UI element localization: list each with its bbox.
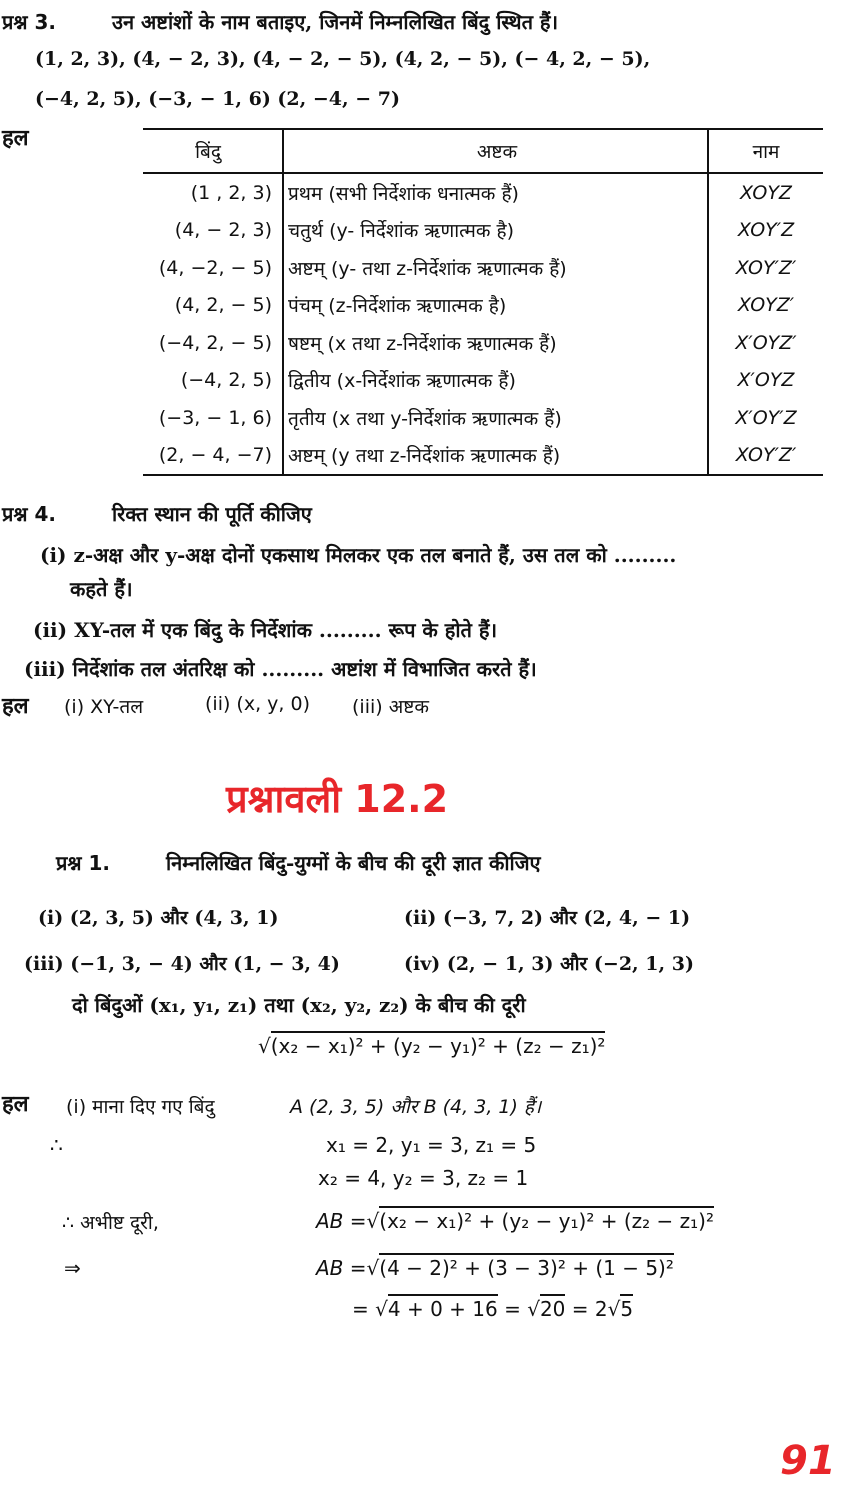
coords-point-a: x₁ = 2, y₁ = 3, z₁ = 5 (326, 1133, 537, 1157)
cell-name: XOY′Z (737, 219, 795, 242)
ex-q1-item-iii: (iii) (−1, 3, − 4) और (1, − 3, 4) (24, 953, 340, 975)
coords-point-b: x₂ = 4, y₂ = 3, z₂ = 1 (318, 1166, 529, 1190)
cell-octant: षष्टम् (x तथा z-निर्देशांक ऋणात्मक हैं) (283, 324, 708, 362)
cell-point: (−3, − 1, 6) (143, 399, 283, 437)
ex-q1-solution-label: हल (2, 1092, 29, 1117)
table-row (143, 249, 823, 287)
cell-point: (4, −2, − 5) (143, 249, 283, 287)
col-header-point: बिंदु (143, 129, 283, 173)
q4-label: प्रश्न 4. (2, 502, 56, 526)
result-prefix: = 2 (571, 1297, 608, 1321)
exercise-title: प्रश्नावली 12.2 (226, 777, 449, 821)
cell-name: XOYZ (740, 181, 792, 204)
ab-label: AB = (316, 1256, 367, 1280)
q4-answer-ii: (ii) (x, y, 0) (205, 693, 310, 715)
q4-answer-i: (i) XY-तल (64, 696, 144, 718)
ab-formula (316, 1209, 714, 1233)
ab-substituted (316, 1256, 674, 1280)
cell-point: (4, 2, − 5) (143, 287, 283, 325)
therefore-symbol: ∴ (50, 1133, 63, 1157)
ab-formula-radicand: (x₂ − x₁)² + (y₂ − y₁)² + (z₂ − z₁)² (379, 1206, 714, 1233)
equals-sign: = (352, 1297, 369, 1321)
cell-name: XOY′Z′ (735, 256, 797, 279)
ex-q1-item-i: (i) (2, 3, 5) और (4, 3, 1) (38, 907, 279, 929)
implies-symbol: ⇒ (64, 1256, 81, 1280)
cell-name: XOYZ′ (737, 294, 795, 317)
cell-point: (−4, 2, 5) (143, 362, 283, 400)
required-distance-label: ∴ अभीष्ट दूरी, (62, 1212, 159, 1234)
cell-octant: अष्टम् (y- तथा z-निर्देशांक ऋणात्मक हैं) (283, 249, 708, 287)
table-row (143, 173, 823, 212)
q3-points-line2: (−4, 2, 5), (−3, − 1, 6) (2, −4, − 7) (35, 88, 400, 110)
cell-octant: अष्टम् (y तथा z-निर्देशांक ऋणात्मक हैं) (283, 437, 708, 476)
ex-q1-item-iv: (iv) (2, − 1, 3) और (−2, 1, 3) (404, 953, 694, 975)
q3-points-line1: (1, 2, 3), (4, − 2, 3), (4, − 2, − 5), (4, 2, − 5), (− 4, 2, − 5), (35, 48, 651, 70)
solution-line1-prefix: (i) माना दिए गए बिंदु (66, 1096, 215, 1118)
ex-q1-item-ii: (ii) (−3, 7, 2) और (2, 4, − 1) (404, 907, 691, 929)
table-row (143, 362, 823, 400)
distance-formula (258, 1034, 605, 1058)
cell-name: X′OYZ′ (735, 331, 797, 354)
sqrt-sign: √ (607, 1297, 621, 1321)
root-20: 20 (540, 1294, 565, 1321)
q4-answer-iii: (iii) अष्टक (352, 696, 429, 718)
sqrt-sign: √ (527, 1297, 540, 1321)
sqrt-sign: √ (366, 1209, 380, 1233)
sum-radicand: 4 + 0 + 16 (388, 1294, 498, 1321)
page-number: 91 (780, 1438, 836, 1484)
ab-substituted-radicand: (4 − 2)² + (3 − 3)² + (1 − 5)² (379, 1253, 674, 1280)
q4-item-i-line2: कहते हैं। (70, 577, 133, 601)
q4-item-ii: (ii) XY-तल में एक बिंदु के निर्देशांक ......... रूप के होते हैं। (33, 618, 498, 642)
table-header-row (143, 129, 823, 173)
cell-octant: पंचम् (z-निर्देशांक ऋणात्मक है) (283, 287, 708, 325)
sqrt-sign: √ (258, 1034, 271, 1058)
table-row (143, 212, 823, 250)
q3-text: उन अष्टांशों के नाम बताइए, जिनमें निम्नलिखित बिंदु स्थित हैं। (112, 10, 559, 34)
cell-name: X′OY′Z (735, 406, 797, 429)
root-5: 5 (620, 1294, 633, 1321)
distance-formula-intro: दो बिंदुओं (x₁, y₁, z₁) तथा (x₂, y₂, z₂) के बीच की दूरी (72, 993, 526, 1017)
sqrt-sign: √ (375, 1297, 388, 1321)
sqrt-sign: √ (366, 1256, 380, 1280)
distance-formula-radicand: (x₂ − x₁)² + (y₂ − y₁)² + (z₂ − z₁)² (271, 1031, 606, 1058)
q4-solution-label: हल (2, 694, 29, 719)
table-row (143, 287, 823, 325)
cell-point: (1 , 2, 3) (143, 173, 283, 212)
table-row (143, 437, 823, 476)
equals-sign: = (504, 1297, 521, 1321)
cell-name: X′OYZ (737, 369, 795, 392)
cell-octant: प्रथम (सभी निर्देशांक धनात्मक हैं) (283, 173, 708, 212)
cell-octant: चतुर्थ (y- निर्देशांक ऋणात्मक है) (283, 212, 708, 250)
ex-q1-label: प्रश्न 1. (56, 851, 110, 875)
octant-table (143, 128, 823, 476)
cell-point: (4, − 2, 3) (143, 212, 283, 250)
table-row (143, 399, 823, 437)
col-header-name: नाम (708, 129, 823, 173)
cell-octant: तृतीय (x तथा y-निर्देशांक ऋणात्मक हैं) (283, 399, 708, 437)
q4-text: रिक्त स्थान की पूर्ति कीजिए (112, 502, 312, 526)
table-row (143, 324, 823, 362)
col-header-octant: अष्टक (283, 129, 708, 173)
q3-solution-label: हल (2, 126, 29, 151)
cell-octant: द्वितीय (x-निर्देशांक ऋणात्मक हैं) (283, 362, 708, 400)
q4-item-i-line1: (i) z-अक्ष और y-अक्ष दोनों एकसाथ मिलकर एक तल बनाते हैं, उस तल को ......... (40, 543, 677, 567)
q4-item-iii: (iii) निर्देशांक तल अंतरिक्ष को ......... अष्टांश में विभाजित करते हैं। (24, 657, 537, 681)
solution-line1-points: A (2, 3, 5) और B (4, 3, 1) हैं। (290, 1096, 542, 1118)
q3-label: प्रश्न 3. (2, 10, 56, 34)
ab-label: AB = (316, 1209, 367, 1233)
cell-point: (−4, 2, − 5) (143, 324, 283, 362)
ex-q1-text: निम्नलिखित बिंदु-युग्मों के बीच की दूरी ज्ञात कीजिए (166, 851, 541, 875)
cell-name: XOY′Z′ (708, 437, 823, 476)
cell-point: (2, − 4, −7) (143, 437, 283, 476)
ab-simplified (352, 1297, 633, 1321)
